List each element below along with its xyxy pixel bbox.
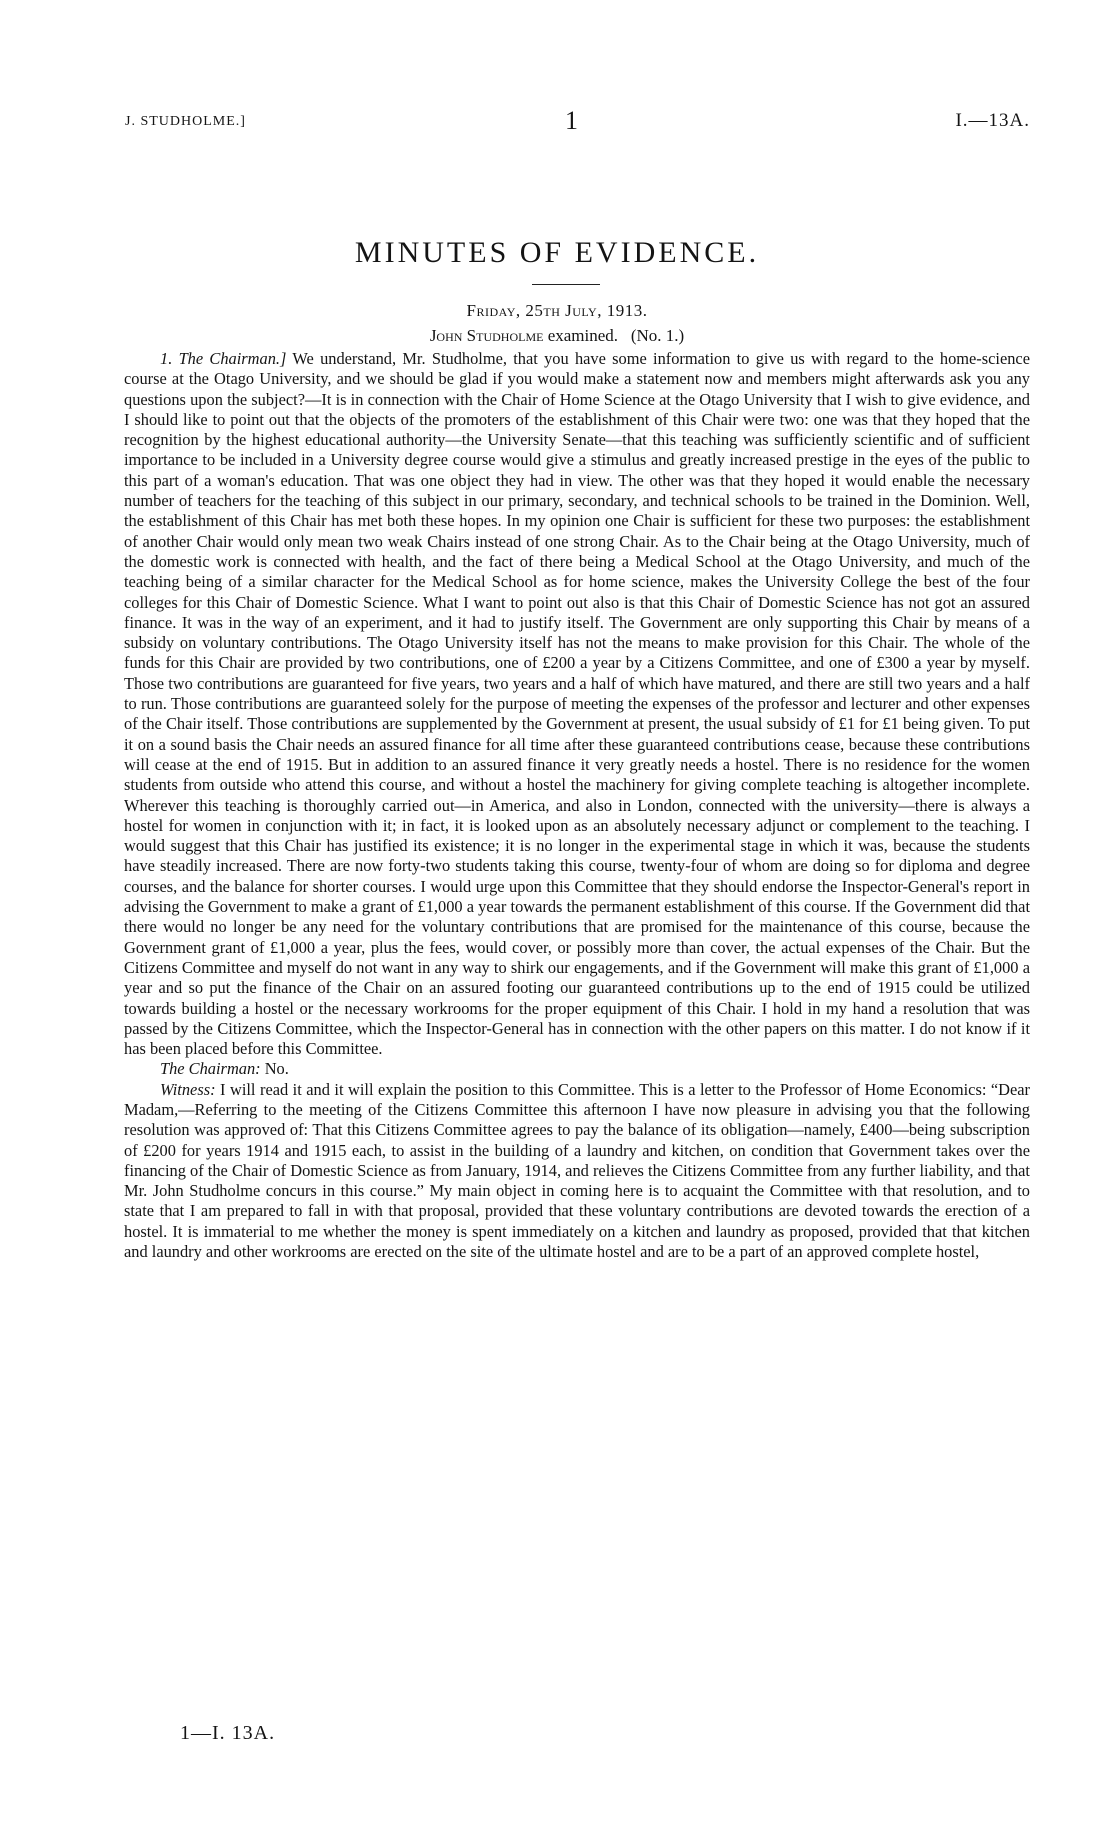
paragraph xyxy=(124,349,1030,1059)
dateline: Friday, 25th July, 1913. xyxy=(466,301,648,320)
signature-mark: 1—I. 13A. xyxy=(180,1722,276,1744)
paragraph xyxy=(124,1059,1030,1079)
witness-number: (No. 1.) xyxy=(630,326,685,345)
title-rule xyxy=(532,284,600,285)
evidence-body xyxy=(124,349,1030,1262)
paragraph xyxy=(124,1080,1030,1263)
paper-reference: I.—13A. xyxy=(955,110,1030,131)
speaker: The Chairman: xyxy=(160,1059,261,1079)
witness-line xyxy=(0,326,1114,346)
page-title: MINUTES OF EVIDENCE. xyxy=(354,236,760,269)
running-header xyxy=(125,106,1030,140)
header-witness-name: J. STUDHOLME.] xyxy=(125,114,246,129)
paragraph-text: We understand, Mr. Studholme, that you have some information to give us with regard to the home-science course at the Otago University, and we should be glad if you would make a statement now and members might afterwards ask you any questions upon the subject?—It is in connection with the Chair of Home Science at the Otago University that I wish to give evidence, and I should like to point out that the objects of the promoters of the establishment of this Chair were two: one was that they hoped that the recognition by the highest educational authority—the University Senate—that this teaching was sufficiently scientific and of sufficient importance to be included in a University degree course would give a stimulus and greatly increased prestige in the eyes of the public to this part of a woman's education. That was one object they had in view. The other was that they hoped it would enable the necessary number of teachers for the teaching of this subject in our primary, secondary, and technical schools to be trained in the Dominion. Well, the establishment of this Chair has met both these hopes. In my opinion one Chair is sufficient for these two purposes: the establishment of another Chair would only mean two weak Chairs instead of one strong Chair. As to the Chair being at the Otago University, much of the domestic work is connected with health, and the fact of there being a Medical School at the Otago University, and much of the teaching being of a similar character for the Medical School as for home science, makes the University College the best of the four colleges for this Chair of Domestic Science. What I want to point out also is that this Chair of Domestic Science has not got an assured finance. It was in the way of an experiment, and it had to justify itself. The Government are only supporting this Chair by means of a subsidy on voluntary contributions. The Otago University itself has not the means to make provision for this Chair. The whole of the funds for this Chair are provided by two contributions, one of £200 a year by a Citizens Committee, and one of £300 a year by myself. Those two contributions are guaranteed for five years, two years and a half of which have matured, and there are still two years and a half to run. Those contributions are guaranteed solely for the purpose of meeting the expenses of the professor and lecturer and other expenses of the Chair itself. Those contributions are supplemented by the Government at present, the usual subsidy of £1 for £1 being given. To put it on a sound basis the Chair needs an assured finance for all time after these guaranteed contributions cease, because these contributions will cease at the end of 1915. But in addition to an assured finance it very greatly needs a hostel. There is no residence for the women students from outside who attend this course, and without a hostel the machinery for giving complete teaching is altogether incomplete. Wherever this teaching is thoroughly carried out—in America, and also in London, connected with the university—there is always a hostel for women in conjunction with it; in fact, it is looked upon as an absolutely necessary adjunct or complement to the teaching. I would suggest that this Chair has justified its existence; it is no longer in the experimental stage in which it was, because the students have steadily increased. There are now forty-two students taking this course, twenty-four of whom are doing so for diploma and degree courses, and the balance for shorter courses. I would urge upon this Committee that they should endorse the Inspector-General's report in advising the Government to make a grant of £1,000 a year towards the permanent establishment of this course. If the Government did that there would no longer be any need for the voluntary contributions that are promised for the maintenance of this course, because the Government grant of £1,000 a year, plus the fees, would cover, or possibly more than cover, the actual expenses of the Chair. But the Citizens Committee and myself do not want in any way to shirk our engagements, and if the Government will make this grant of £1,000 a year and so put the finance of the Chair on an assured footing our guaranteed contributions up to the end of 1915 could be utilized towards building a hostel or the necessary workrooms for the proper equipment of this Chair. I hold in my hand a resolution that was passed by the Citizens Committee, which the Inspector-General has in connection with the other papers on this matter. I do not know if it has been placed before this Committee. xyxy=(124,349,1030,1059)
paragraph-text: I will read it and it will explain the position to this Committee. This is a letter to the Professor of Home Economics: “Dear Madam,—Referring to the meeting of the Citizens Committee this afternoon I have now pleasure in advising you that the following resolution was approved of: That this Citizens Committee agrees to pay the balance of its obligation—namely, £400—being subscription of £200 for years 1914 and 1915 each, to assist in the building of a laundry and kitchen, on condition that Government takes over the financing of the Chair of Domestic Science as from January, 1914, and relieves the Citizens Committee from any further liability, and that Mr. John Studholme concurs in this course.” My main object in coming here is to acquaint the Committee with that resolution, and to state that I am prepared to fall in with that proposal, provided that these voluntary contributions are devoted towards the erection of a hostel. It is immaterial to me whether the money is spent immediately on a kitchen and laundry as proposed, provided that that kitchen and laundry and other workrooms are erected on the site of the ultimate hostel and are to be a part of an approved complete hostel, xyxy=(124,1079,1030,1262)
paragraph-text: No. xyxy=(260,1059,289,1079)
witness-name: John Studholme xyxy=(429,326,544,345)
witness-examined: examined. xyxy=(547,326,619,345)
speaker: 1. The Chairman.] xyxy=(160,349,287,368)
speaker: Witness: xyxy=(160,1079,216,1099)
page-number: 1 xyxy=(565,106,578,135)
